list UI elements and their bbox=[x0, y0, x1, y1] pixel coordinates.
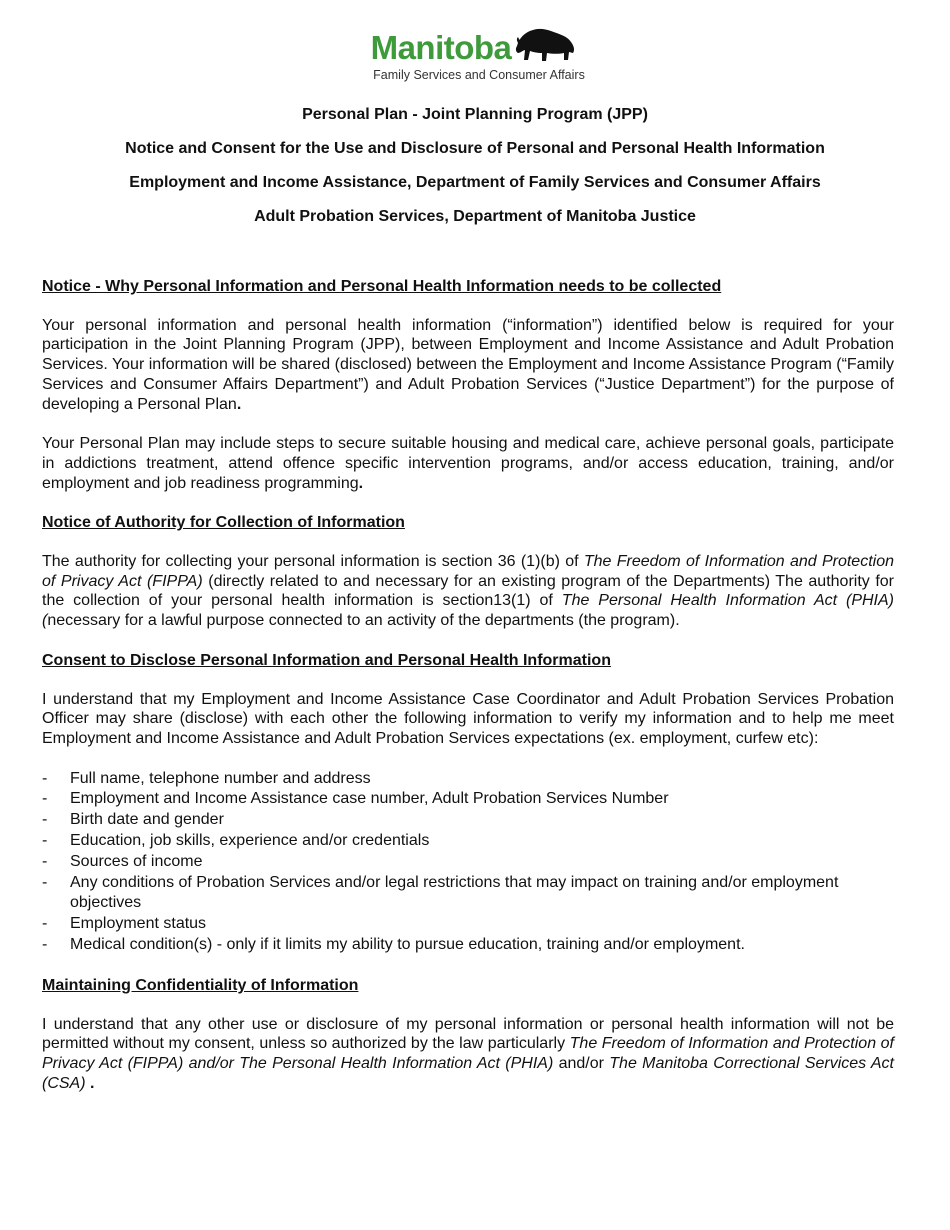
list-item: - Employment status bbox=[42, 915, 207, 933]
list-item: - Education, job skills, experience and/or credentials bbox=[42, 832, 430, 850]
section-heading-consent: Consent to Disclose Personal Information and Personal Health Information bbox=[42, 651, 611, 669]
list-item: - Any conditions of Probation Services and/or legal restrictions that may impact on training and/or employment objectives bbox=[42, 873, 839, 912]
section-heading-authority: Notice of Authority for Collection of Information bbox=[42, 514, 405, 532]
document-body bbox=[42, 277, 894, 1113]
list-item: - Birth date and gender bbox=[42, 811, 224, 829]
department-line-2: Adult Probation Services, Department of Manitoba Justice bbox=[254, 208, 696, 225]
notice-paragraph-2: Your Personal Plan may include steps to secure suitable housing and medical care, achieve personal goals, participate in addictions treatment, attend offence specific intervention programs, and/or access education, training, and/or employment and job readiness programming. bbox=[42, 435, 894, 492]
document-subtitle: Notice and Consent for the Use and Disclosure of Personal and Personal Health Information bbox=[125, 140, 825, 157]
logo-wordmark: Manitoba bbox=[370, 29, 512, 66]
list-item: - Full name, telephone number and address bbox=[42, 769, 371, 787]
section-heading-notice: Notice - Why Personal Information and Personal Health Information needs to be collected bbox=[42, 278, 722, 295]
department-line-1: Employment and Income Assistance, Department of Family Services and Consumer Affairs bbox=[129, 174, 821, 191]
disclosure-list bbox=[42, 769, 894, 956]
list-item: - Employment and Income Assistance case number, Adult Probation Services Number bbox=[42, 790, 669, 808]
list-item: - Medical condition(s) - only if it limits my ability to pursue education, training and/or employment. bbox=[42, 936, 745, 954]
notice-paragraph-1: Your personal information and personal health information (“information”) identified below is required for your participation in the Joint Planning Program (JPP), between Employment and Income Assistance and Adult Probation Services. Your information will be shared (disclosed) between the Employment and Income Assistance Program (“Family Services and Consumer Affairs Department”) and Adult Probation Services (“Justice Department”) for the purpose of developing a Personal Plan. bbox=[42, 316, 894, 413]
confidentiality-paragraph: I understand that any other use or disclosure of my personal information or personal health information will not be permitted without my consent, unless so authorized by the law particularly The Freedom of Information and Protection of Privacy Act (FIPPA) and/or The Personal Health Information Act (PHIA) and/or The Manitoba Correctional Services Act (CSA) . bbox=[42, 1015, 894, 1092]
section-heading-confidentiality: Maintaining Confidentiality of Information bbox=[42, 976, 359, 994]
document-titles bbox=[0, 104, 950, 240]
consent-paragraph: I understand that my Employment and Income Assistance Case Coordinator and Adult Probation Services Probation Officer may share (disclose) with each other the following information to verify my information and to help me meet Employment and Income Assistance and Adult Probation Services expectations (ex. employment, curfew etc): bbox=[42, 690, 894, 747]
document-title: Personal Plan - Joint Planning Program (JPP) bbox=[302, 106, 648, 123]
list-item: - Sources of income bbox=[42, 852, 203, 870]
authority-paragraph: The authority for collecting your personal information is section 36 (1)(b) of The Freedom of Information and Protection of Privacy Act (FIPPA) (directly related to and necessary for an existing program of the Departments) The authority for the collection of your personal health information is section13(1) of The Personal Health Information Act (PHIA) (necessary for a lawful purpose connected to an activity of the departments (the program). bbox=[42, 553, 895, 630]
logo-department: Family Services and Consumer Affairs bbox=[373, 68, 585, 82]
bison-icon bbox=[513, 26, 579, 66]
manitoba-logo bbox=[0, 24, 950, 82]
